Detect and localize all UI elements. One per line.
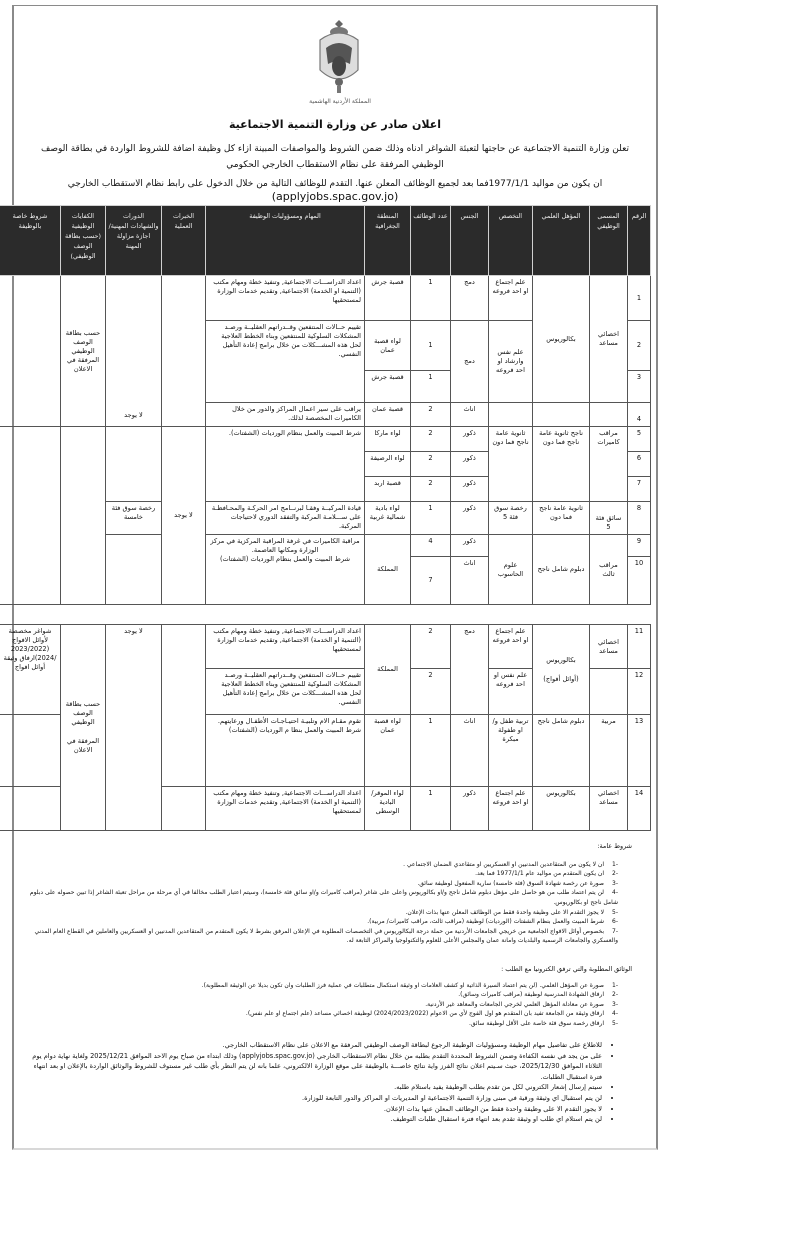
qualification: ثانوية عامة ناجح فما دون [533,502,590,535]
document-number: -3 [612,1000,618,1008]
general-conditions-heading: شروط عامة: [597,842,632,850]
gender: ذكور [451,787,489,831]
document-number: -1 [612,981,618,989]
document-item [20,1009,618,1019]
col-header-specialization: التخصص [489,206,533,276]
condition-text: ان لا يكون من المتقاعدين المدنيين او العسكريين او متقاعدي الضمان الاجتماعي . [403,860,604,868]
gender: ذكور [451,452,489,477]
gender: اناث [451,403,489,427]
tasks: تقييم حــالات المنتفعين وقــدراتهم العقليــة ورصـد المشكلات السلوكية للمنتفعين وبناء الخطط العلاجية لحل هذه المشـــكلات من خلال برامج إعادة التأهيل النفسي. [206,321,365,403]
special-conditions [0,427,61,605]
qualification: بكالوريوس [533,276,590,403]
condition-item [20,908,618,918]
vacancies: 1 [411,371,451,403]
document-text: صورة عن المؤهل العلمي. (لن يتم اعتماد السيرة الذاتية او كشف العلامات او وثيقة استكمال متطلبات في عملية فرز الطلبات وان تكون بديلا عن الوثيقة المطلوبة). [201,981,604,989]
condition-item [20,869,618,879]
row-number: 9 [628,535,651,557]
vacancies: 2 [411,427,451,452]
region: قصبة عمان [365,403,411,427]
page-title: اعلان صادر عن وزارة التنمية الاجتماعية [228,118,442,131]
row-number: 5 [628,427,651,452]
document-number: -5 [612,1019,618,1027]
tasks: اعداد الدراســـات الاجتماعية, وتنفيذ خطة ومهام مكتب (التنمية او الخدمة) الاجتماعية, وتقديم خدمات الوزارة لمستحقيها [206,625,365,669]
document-item [20,1000,618,1010]
experience: لا يوجد [162,427,206,605]
region: قصبة جرش [365,276,411,321]
region: لواء الموقر/ البادية الوسطى [365,787,411,831]
tasks: يراقب على سير اعمال المراكز والدور من خلال الكاميرات المخصصة لذلك. [206,403,365,427]
col-header-competencies: الكفايات الوظيفية (حسب بطاقة الوصف الوظيفي) [61,206,106,276]
col-header-special-conditions: شروط خاصة بالوظيفة [0,206,61,276]
job-title [590,669,628,715]
tasks: اعداد الدراســـات الاجتماعية, وتنفيذ خطة ومهام مكتب (التنمية او الخدمة) الاجتماعية, وتقديم خدمات الوزارة لمستحقيها [206,276,365,321]
condition-text: صورة عن رخصة شهادة السوق (فئة خامسة) سارية المفعول لوظيفة سائق. [417,879,604,887]
job-title: مراقب كاميرات [590,427,628,502]
vacancies: 2 [411,669,451,715]
courses: لا يوجد [106,625,162,831]
row-number: 2 [628,321,651,371]
specialization: علوم الحاسوب [489,535,533,605]
note-item: • على من يجد في نفسه الكفاءة وضمن الشروط المحددة التقدم بطلبه من خلال نظام الاستقطاب الخارجي (applyjobs.spac.gov.jo) وذلك ابتداء من صباح يوم الاحد الموافق 2025/12/21 ولغاية نهاية دوام يوم الثلاثاء الموافق 2025/12/30، حيث سـيتم اعلان نتائج الفرز واية نتائج خاصـــة بالوظيفة على موقع الوزارة الالكتروني، علما بانه لن يتم النظر بأي طلب غير مستوف للشروط والوثائق الواردة بالإعلان او بعد انتهاء فترة استقبال الطلبات. [20,1051,602,1083]
region: قصبة اربد [365,477,411,502]
col-header-region: المنطقة الجغرافية [365,206,411,276]
tasks [206,715,365,787]
row-number: 7 [628,477,651,502]
tasks-line: تقوم مقـام الام وتلبيـة احتيـاجـات الأطفـال ورعايتهم. [217,717,361,725]
document-item [20,990,618,1000]
gender: دمج [451,321,489,403]
job-title: مراقب ثالث [590,535,628,605]
row-number: 4 [628,403,651,427]
specialization: رخصة سوق فئة 5 [489,502,533,535]
region: لواء قصبة عمان [365,321,411,371]
table-row [0,276,651,321]
document-item [20,981,618,991]
col-header-gender: الجنس [451,206,489,276]
tasks: قيادة المركبــة وفقـا لبرنــامج امر الحركـة والمحـافظـة على ســـلامـة المركبة والتفقد الدوري لاحتياجات المركبة. [206,502,365,535]
tasks-line: شرط المبيت والعمل بنظام الورديات (الشفتات) [219,555,350,563]
job-title: اخصائي مساعد [590,625,628,669]
col-header-number: الرقم [628,206,651,276]
document-number: -4 [612,1010,618,1018]
condition-number: -6 [612,918,618,926]
condition-text: لن يتم اعتماد طلب من هو حاصل على مؤهل دبلوم شامل ناجح و/او بكالوريوس واعلى على شاغر (مراقب كاميرات و/او سائق فئة خامسة)، وسيتم اعتبار الطلب مخالفا في أي مرحلة من مراحل تعبئة الشاغر إذا تبين حصوله على دبلوم شامل ناجح او بكالوريوس. [29,889,618,906]
document-text: ارفاق وثيقة من الجامعة تفيد بان المتقدم هو اول الفوج لأي من الاعوام (2024/2023/2022) لوظيفة اخصائي مساعد (علم اجتماع او علم نفس). [245,1010,604,1018]
intro-paragraph: تعلن وزارة التنمية الاجتماعية عن حاجتها لتعبئة الشواغر ادناه وذلك ضمن الشروط والمواصفات المبينة ازاء كل وظيفة اضافة للشروط الواردة في بطاقة الوصف الوظيفي المرفقة على نظام الاستقطاب الخارجي الحكومي [41,144,629,170]
apply-url[interactable]: (applyjobs.spac.gov.jo) [271,190,399,203]
eligibility-paragraph: ان يكون من مواليد 1977/1/1فما بعد لجميع الوظائف المعلن عنها. التقدم للوظائف التالية من خلال الدخول على رابط نظام الاستقطاب الخارجي [67,179,603,189]
notes [20,1040,616,1125]
condition-number: -5 [612,908,618,916]
vacancies: 7 [411,557,451,605]
note-item: • لن يتم استقبال اي وثيقة ورقية في مبنى وزارة التنمية الاجتماعية او المديريات او المراكز والدور التابعة للوزارة. [20,1093,602,1104]
condition-text: ان يكون المتقدم من مواليد عام 1977/1/1 فما بعد. [475,870,604,878]
condition-item [20,927,618,946]
competencies-line: حسب بطاقة الوصف الوظيفي [65,700,101,726]
emblem-caption-text: المملكة الأردنية الهاشمية [309,98,371,105]
document-text: ارفاق رخصة سوق فئة خاصة على الأقل لوظيفة سائق. [469,1019,604,1027]
row-number: 13 [628,715,651,787]
col-header-tasks: المهام ومسؤوليات الوظيفة [206,206,365,276]
tasks [206,535,365,605]
row-number: 6 [628,452,651,477]
job-title: سائق فئة 5 [590,502,628,535]
qualification [533,625,590,715]
vacancies: 1 [411,502,451,535]
col-header-qualification: المؤهل العلمي [533,206,590,276]
gender: اناث [451,715,489,787]
specialization: تربية طفل و/او طفولة مبكرة [489,715,533,787]
special-conditions [0,787,61,831]
experience [162,787,206,831]
specialization: علم نفس او احد فروعه [489,669,533,715]
gender: ذكور [451,477,489,502]
gender: دمج [451,625,489,715]
jordan-coat-of-arms-icon [312,18,366,96]
qualification: ناجح ثانوية عامة ناجح فما دون [533,427,590,502]
special-conditions [0,276,61,427]
specialization: علم اجتماع او احد فروعه [489,276,533,321]
jobs-table-part-2 [3,624,651,831]
region: المملكة [365,535,411,605]
gender: اناث [451,557,489,605]
region: المملكة [365,625,411,715]
col-header-courses: الدورات والشهادات المهنية/اجازة مزاولة المهنة [106,206,162,276]
qualification-line: بكالوريوس [546,655,576,664]
document-number: -2 [612,991,618,999]
row-number: 14 [628,787,651,831]
tasks: تقييم حــالات المنتفعين وقــدراتهم العقليــة ورصـد المشكلات السلوكية للمنتفعين وبناء الخطط العلاجية لحل هذه المشـــكلات من خلال برامج إعادة التأهيل النفسي. [206,669,365,715]
competencies-line: المرفقة في الاعلان [66,737,100,754]
tasks: شرط المبيت والعمل بنظام الورديات (الشفتات). [206,427,365,502]
vacancies: 2 [411,403,451,427]
vacancies: 2 [411,625,451,669]
qualification: بكالوريوس [533,787,590,831]
vacancies: 1 [411,276,451,321]
table-row [0,625,651,669]
job-title: مربية [590,715,628,787]
emblem-caption [300,98,380,105]
specialization: علم نفس وارشاد او احد فروعه [489,321,533,403]
courses: رخصة سوق فئة خامسة [106,502,162,535]
table-row [0,427,651,452]
jobs-table-part-1 [12,205,651,605]
condition-number: -2 [612,870,618,878]
note-item: • لا يجوز التقدم الا على وظيفة واحدة فقط من الوظائف المعلن عنها بذات الإعلان. [20,1104,602,1115]
general-conditions-list [20,860,618,946]
note-item: • سيتم إرسال إشعار الكتروني لكل من تقدم بطلب الوظيفة يفيد باستلام طلبه. [20,1082,602,1093]
qualification: دبلوم شامل ناجح [533,715,590,787]
courses [106,427,162,502]
specialization [489,403,533,427]
condition-number: -7 [612,927,618,935]
special-conditions [0,715,61,787]
gender: ذكور [451,535,489,557]
row-number: 1 [628,276,651,321]
courses [106,535,162,605]
gender: دمج [451,276,489,321]
vacancies: 1 [411,715,451,787]
tasks-line: شرط المبيت والعمل بنظا م الورديات (الشفتات) [228,726,361,734]
qualification: دبلوم شامل ناجح [533,535,590,605]
tasks-line: مراقبة الكاميرات في غرفة المراقبة المركزية في مركز الوزارة ومكانها العاصمة. [210,537,360,554]
general-conditions [20,842,632,946]
job-title: اخصائي مساعد [590,787,628,831]
experience [162,276,206,427]
special-conditions: شواغر مخصصة لأوائل الافواج (2023/2022 /2024)ارفاق وثيقة أوائل افواج [0,625,61,715]
tasks: اعداد الدراســـات الاجتماعية, وتنفيذ خطة ومهام مكتب (التنمية او الخدمة) الاجتماعية, وتقديم خدمات الوزارة لمستحقيها [206,787,365,831]
col-header-vacancies: عدد الوظائف [411,206,451,276]
condition-item [20,888,618,907]
document-text: صورة عن معادلة المؤهل العلمي لخرجي الجامعات والمعاهد غير الأردنية. [425,1000,604,1008]
region: قصبة جرش [365,371,411,403]
row-number: 8 [628,502,651,535]
gender: ذكور [451,427,489,452]
vacancies: 1 [411,787,451,831]
qualification-line: (أوائل أفواج) [543,674,579,683]
note-item: • للاطلاع على تفاصيل مهام الوظيفة ومسؤوليات الوظيفة الرجوع لبطاقة الوصف الوظيفي المرفقة مع الاعلان على نظام الاستقطاب الخارجي. [20,1040,602,1051]
required-documents [20,965,632,1029]
region: لواء الرصيفة [365,452,411,477]
required-documents-heading: الوثائق المطلوبة والتي ترفق الكترونيا مع الطلب : [501,965,632,973]
notes-list [20,1040,616,1125]
row-number: 12 [628,669,651,715]
competencies: حسب بطاقة الوصف الوظيفي المرفقة في الاعلان [61,276,106,427]
condition-number: -3 [612,879,618,887]
vacancies: 1 [411,321,451,371]
specialization: ثانوية عامة ناجح فما دون [489,427,533,502]
condition-number: -4 [612,889,618,897]
region: لواء ماركا [365,427,411,452]
qualification [533,403,590,427]
vacancies: 2 [411,477,451,502]
condition-item [20,879,618,889]
region: لواء قصبة عمان [365,715,411,787]
condition-text: لا يجوز التقدم الا على وظيفة واحدة فقط من الوظائف المعلن عنها بذات الإعلان. [405,908,604,916]
row-number: 11 [628,625,651,669]
table-header-row [0,206,651,276]
region: لواء بادية شمالية غربية [365,502,411,535]
condition-item [20,860,618,870]
vacancies: 2 [411,452,451,477]
competencies [61,625,106,831]
competencies [61,427,106,605]
condition-text: بخصوص أوائل الافواج الجامعية من خريجي الجامعات الأردنية من حملة درجة البكالوريوس في التخصصات المطلوبة في الإعلان المرفق بشرط لا يكون المتقدم من المتقاعدين المدنيين او العسكريين والعاملين في القطاع العام المدني والعسكري والجامعات الرسمية والبلديات وامانة عمان والمجلس الأعلى للعلوم والتكنولوجيا والمراكز التابعة له. [34,927,618,945]
col-header-job-title: المسمى الوظيفي [590,206,628,276]
job-title [590,403,628,427]
document-item [20,1019,618,1029]
required-documents-list [20,981,618,1029]
col-header-experience: الخبرات العملية [162,206,206,276]
condition-item [20,917,618,927]
vacancies: 4 [411,535,451,557]
specialization: علم اجتماع او احد فروعه [489,625,533,669]
condition-text: شرط المبيت والعمل بنظام الشفتات (الورديات) لوظيفة (مراقب ثالث، مراقب كاميرات/ مربية). [367,918,604,926]
gender: ذكور [451,502,489,535]
row-number: 10 [628,557,651,605]
experience [162,625,206,787]
specialization: علم اجتماع او احد فروعه [489,787,533,831]
condition-number: -1 [612,860,618,868]
document-text: ارفاق الشهادة المدرسية لوظيفة (مراقب كاميرات وسائق). [458,991,604,999]
note-item: • لن يتم استلام اي طلب او وثيقة تقدم بعد انتهاء فترة استقبال طلبات التوظيف. [20,1114,602,1125]
job-title: اخصائي مساعد [590,276,628,403]
row-number: 3 [628,371,651,403]
courses: لا يوجد [106,276,162,427]
